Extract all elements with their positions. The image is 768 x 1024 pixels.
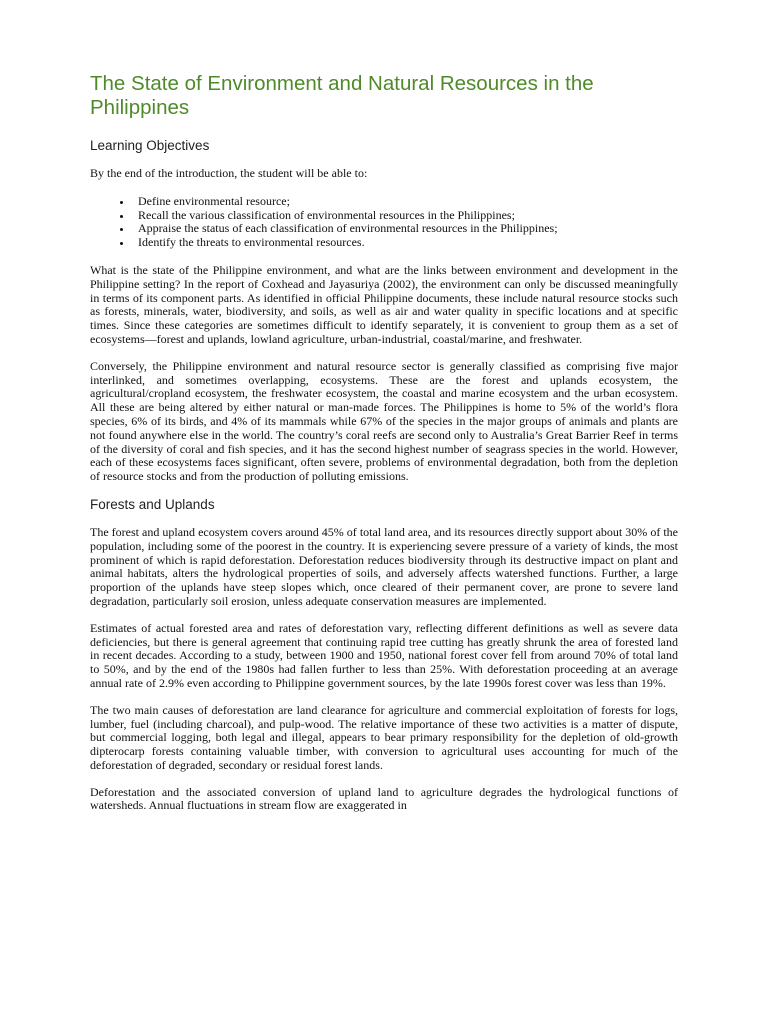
body-paragraph: Conversely, the Philippine environment and natural resource sector is generally classified as comprising five major interlinked, and sometimes overlapping, ecosystems. These are the forest and uplands ecosystem, the agricultural/cropland ecosystem, the freshwater ecosystem, the coastal and marine ecosystem and the urban ecosystem. All these are being altered by either natural or man-made forces. The Philippines is home to 5% of the world’s flora species, 6% of its birds, and 4% of its mammals while 67% of the species in the major groups of animals and plants are not found anywhere else in the world. The country’s coral reefs are second only to Australia’s Great Barrier Reef in terms of the diversity of coral and fish species, and it has the second highest number of seagrass species in the world. However, each of these ecosystems faces significant, often severe, problems of environmental degradation, both from the depletion of resource stocks and from the production of polluting emissions. — [90, 358, 678, 484]
body-paragraph: The two main causes of deforestation are land clearance for agriculture and commercial exploitation of forests for logs, lumber, fuel (including charcoal), and pulp-wood. The relative importance of these two activities is a matter of dispute, but commercial logging, both legal and illegal, appears to bear primary responsibility for the depletion of old-growth dipterocarp forests containing valuable timber, with conversion to agricultural uses accounting for much of the deforestation of degraded, secondary or residual forest lands. — [90, 702, 678, 772]
body-paragraph: The forest and upland ecosystem covers around 45% of total land area, and its resources directly support about 30% of the population, including some of the poorest in the country. It is experiencing severe pressure of a variety of kinds, the most prominent of which is rapid deforestation. Deforestation reduces biodiversity through its destructive impact on plant and animal habitats, alters the hydrological properties of soils, and adversely affects watershed functions. Further, a large proportion of the uplands have steep slopes which, once cleared of their permanent cover, are prone to severe land degradation, particularly soil erosion, unless adequate conservation measures are implemented. — [90, 524, 678, 608]
objectives-list — [90, 195, 678, 250]
list-item: • Appraise the status of each classification of environmental resources in the Philippines; — [132, 222, 678, 236]
learning-objectives-heading: Learning Objectives — [90, 138, 210, 153]
body-paragraph: Estimates of actual forested area and rates of deforestation vary, reflecting different definitions as well as severe data deficiencies, but there is general agreement that continuing rapid tree cutting has greatly shrunk the area of forested land in recent decades. According to a study, between 1900 and 1950, national forest cover fell from around 70% of total land to 50%, and by the end of the 1980s had fallen further to less than 25%. With deforestation proceeding at an average annual rate of 2.9% even according to Philippine government sources, by the late 1990s forest cover was less than 19%. — [90, 620, 678, 690]
list-item: • Recall the various classification of environmental resources in the Philippines; — [132, 209, 678, 223]
list-item: • Define environmental resource; — [132, 195, 678, 209]
forests-heading: Forests and Uplands — [90, 496, 215, 512]
list-item: • Identify the threats to environmental resources. — [132, 236, 678, 250]
body-paragraph: What is the state of the Philippine environment, and what are the links between environment and development in the Philippine setting? In the report of Coxhead and Jayasuriya (2002), the environment can only be discussed meaningfully in terms of its component parts. As identified in official Philippine documents, these include natural resource stocks such as forests, minerals, water, biodiversity, and soils, as well as air and water quality in specific locations and at specific times. Since these categories are sometimes difficult to identify separately, it is convenient to group them as a set of ecosystems—forest and uplands, lowland agriculture, urban-industrial, coastal/marine, and freshwater. — [90, 262, 678, 346]
body-paragraph: Deforestation and the associated conversion of upland land to agriculture degrades the hydrological functions of watersheds. Annual fluctuations in stream flow are exaggerated in — [90, 784, 678, 813]
document-title: The State of Environment and Natural Resources in the Philippines — [90, 72, 594, 119]
objectives-intro: By the end of the introduction, the student will be able to: — [90, 166, 368, 180]
